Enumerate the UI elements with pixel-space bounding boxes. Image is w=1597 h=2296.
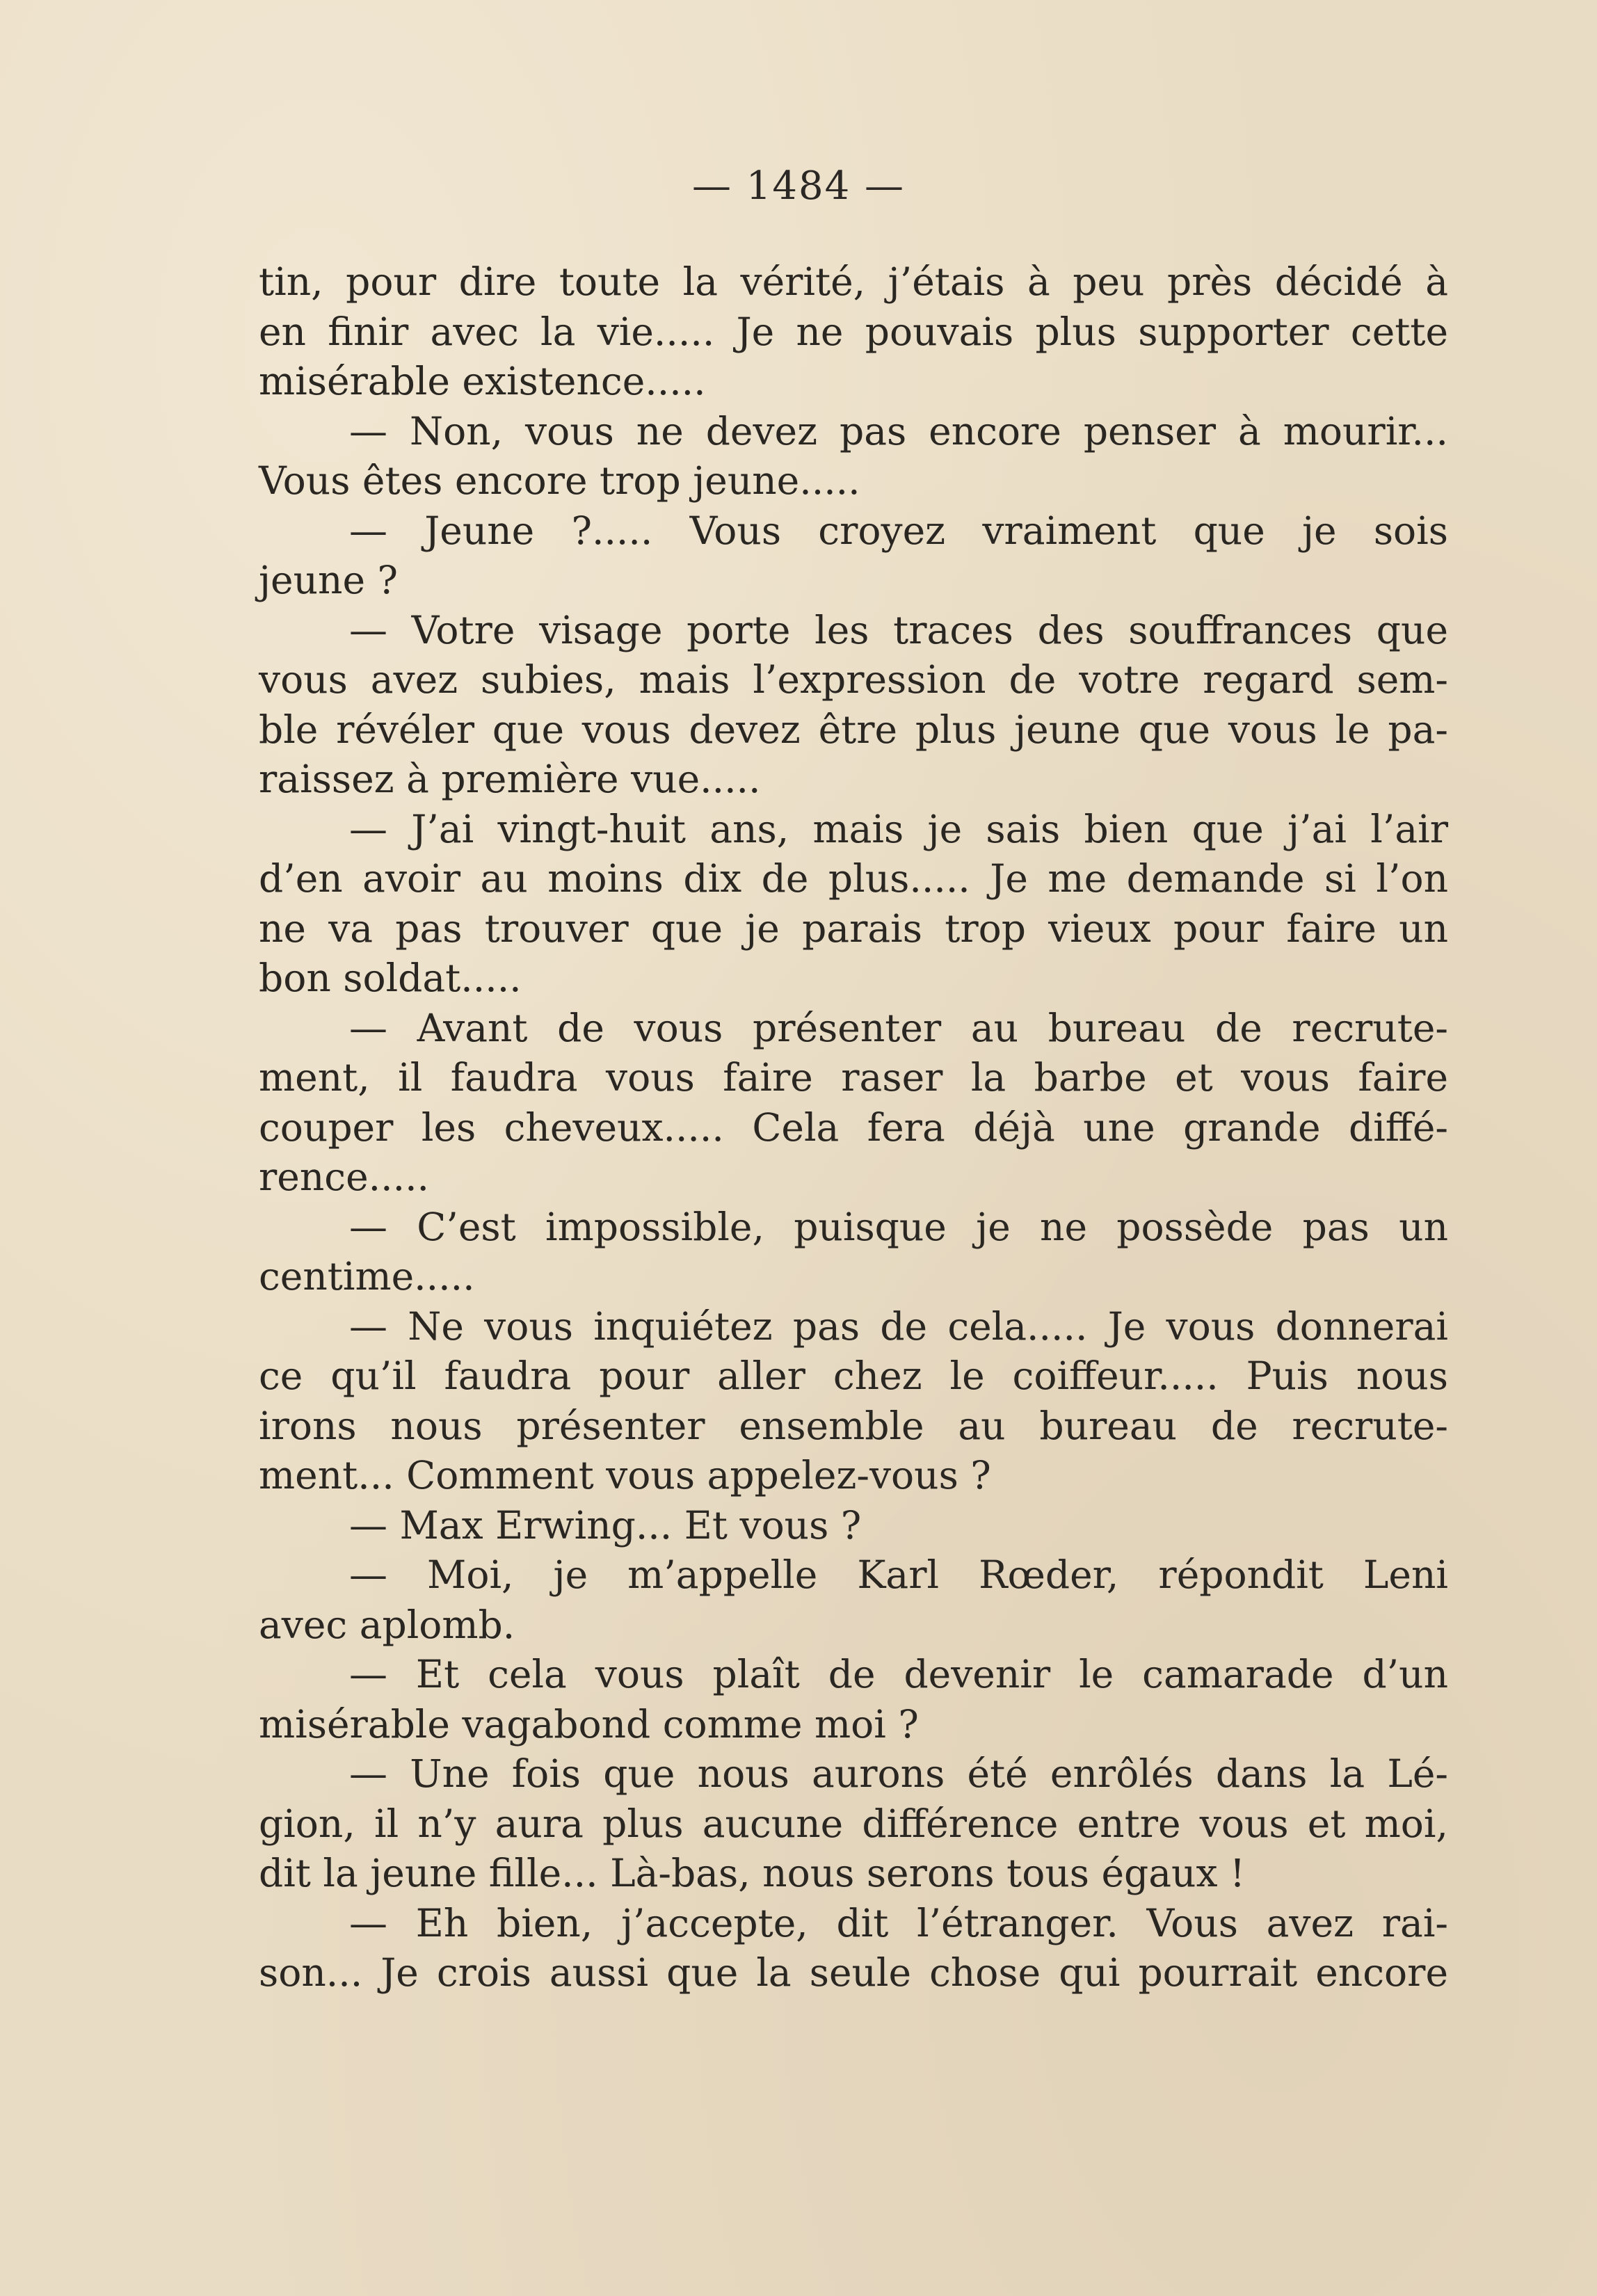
text-line: — Max Erwing... Et vous ? [349, 1502, 862, 1548]
text-line: — Une fois que nous aurons été enrôlés dans la Lé- [349, 1751, 1448, 1796]
text-line: — Avant de vous présenter au bureau de recrute- [349, 1005, 1448, 1050]
text-line: — Votre visage porte les traces des souffrances que [349, 607, 1448, 652]
text-line: ble révéler que vous devez être plus jeune que vous le pa- [259, 707, 1448, 752]
text-line: — J’ai vingt-huit ans, mais je sais bien que j’ai l’air [349, 806, 1448, 851]
text-line: dit la jeune fille... Là-bas, nous serons tous égaux ! [259, 1851, 1246, 1895]
text-line: ne va pas trouver que je parais trop vieux pour faire un [259, 906, 1448, 951]
text-line: d’en avoir au moins dix de plus..... Je me demande si l’on [259, 856, 1448, 901]
text-line: — Moi, je m’appelle Karl Rœder, répondit Leni [349, 1552, 1448, 1597]
text-line: misérable existence..... [259, 359, 706, 403]
body-text [259, 257, 1448, 1998]
text-line: gion, il n’y aura plus aucune différence entre vous et moi, [259, 1801, 1448, 1846]
text-line: misérable vagabond comme moi ? [259, 1701, 919, 1747]
text-line: son... Je crois aussi que la seule chose qui pourrait encore [259, 1950, 1448, 1995]
text-line: — Non, vous ne devez pas encore penser à mourir... [349, 408, 1448, 453]
text-line: bon soldat..... [259, 956, 522, 1000]
text-line: centime..... [259, 1254, 475, 1299]
text-line: avec aplomb. [259, 1602, 515, 1647]
text-line: ment, il faudra vous faire raser la barbe et vous faire [259, 1055, 1448, 1100]
text-line: — C’est impossible, puisque je ne possède pas un [349, 1204, 1448, 1249]
text-line: — Et cela vous plaît de devenir le camarade d’un [349, 1652, 1448, 1696]
text-line: couper les cheveux..... Cela fera déjà une grande diffé- [259, 1105, 1448, 1150]
page-number: — 1484 — [691, 163, 906, 209]
text-line: — Eh bien, j’accepte, dit l’étranger. Vous avez rai- [349, 1900, 1448, 1945]
text-line: — Ne vous inquiétez pas de cela..... Je vous donnerai [349, 1303, 1448, 1349]
text-line: vous avez subies, mais l’expression de votre regard sem- [259, 657, 1448, 702]
text-line: raissez à première vue..... [259, 757, 761, 801]
text-line: ment... Comment vous appelez-vous ? [259, 1453, 991, 1498]
text-line: en finir avec la vie..... Je ne pouvais plus supporter cette [259, 309, 1448, 354]
text-line: ce qu’il faudra pour aller chez le coiffeur..... Puis nous [259, 1354, 1448, 1398]
text-line: jeune ? [259, 558, 398, 602]
text-line: Vous êtes encore trop jeune..... [259, 458, 860, 503]
text-line: irons nous présenter ensemble au bureau de recrute- [259, 1403, 1448, 1448]
text-line: rence..... [259, 1155, 430, 1199]
text-line: tin, pour dire toute la vérité, j’étais à peu près décidé à [259, 259, 1448, 304]
text-line: — Jeune ?..... Vous croyez vraiment que je sois [349, 508, 1448, 553]
